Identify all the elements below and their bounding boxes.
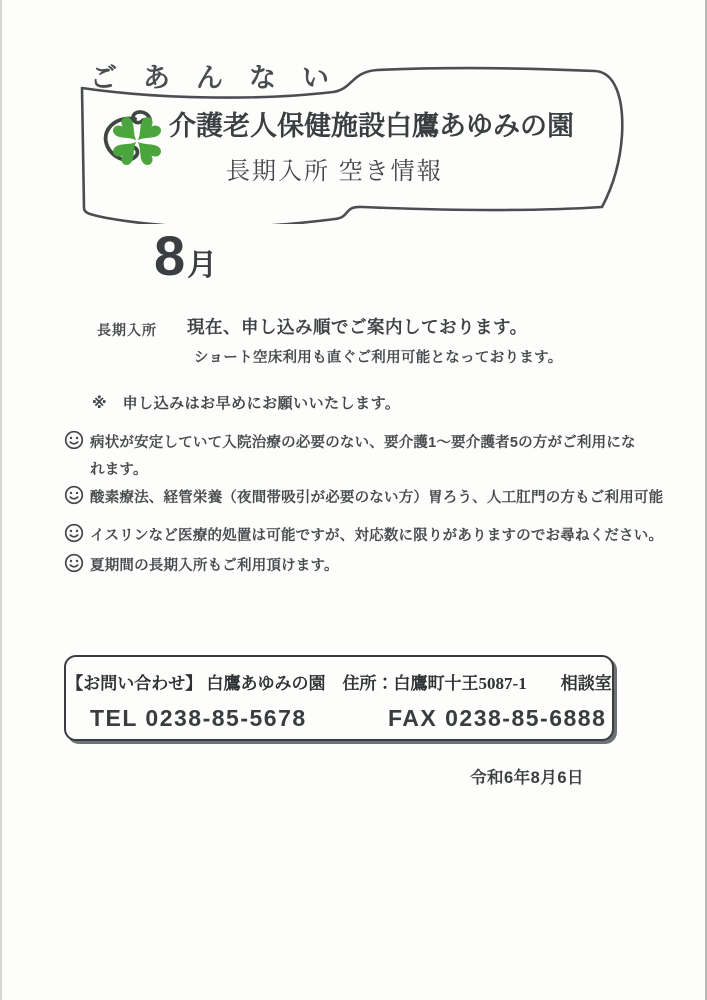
status-line2: ショート空床利用も直ぐご利用可能となっております。 (194, 350, 563, 366)
month-unit: 月 (187, 249, 218, 282)
contact-box (64, 655, 614, 741)
bullet-row (64, 523, 663, 550)
contact-fax: FAX 0238-85-6888 (388, 705, 607, 731)
banner-subtitle: 長期入所 空き情報 (226, 158, 443, 185)
facility-name: 介護老人保健施設白鷹あゆみの園 (169, 111, 574, 141)
contact-address-line: 【お問い合わせ】 白鷹あゆみの園 住所：白鷹町十王5087-1 相談室 (66, 674, 612, 693)
issue-date: 令和6年8月6日 (470, 769, 585, 787)
bullet-text: 酸素療法、経管栄養（夜間帯吸引が必要のない方）胃ろう、人工肛門の方もご利用可能 (90, 490, 664, 506)
smiley-face-icon (64, 485, 84, 505)
smiley-face-icon (64, 523, 84, 543)
smiley-face-icon (64, 430, 84, 450)
month-heading (154, 224, 218, 287)
bullet-row (64, 430, 636, 484)
month-number: 8 (154, 224, 186, 287)
kana-heading: ごあんない (90, 63, 355, 93)
bullet-row (64, 553, 339, 580)
bullet-text: イスリンなど医療的処置は可能ですが、対応数に限りがありますのでお尋ねください。 (90, 528, 664, 544)
bullet-row (64, 485, 663, 512)
status-label: 長期入所 (97, 322, 157, 338)
bullet-text: 夏期間の長期入所もご利用頂けます。 (90, 558, 339, 574)
contact-tel: TEL 0238-85-5678 (90, 705, 307, 731)
bullet-text: 病状が安定していて入院治療の必要のない、要介護1〜要介護者5の方がご利用にな れます。 (90, 435, 636, 478)
note-line: ※ 申し込みはお早めにお願いいたします。 (92, 395, 401, 412)
smiley-face-icon (64, 553, 84, 573)
status-line1: 現在、申し込み順でご案内しております。 (187, 317, 528, 337)
four-leaf-clover-icon (97, 108, 173, 180)
